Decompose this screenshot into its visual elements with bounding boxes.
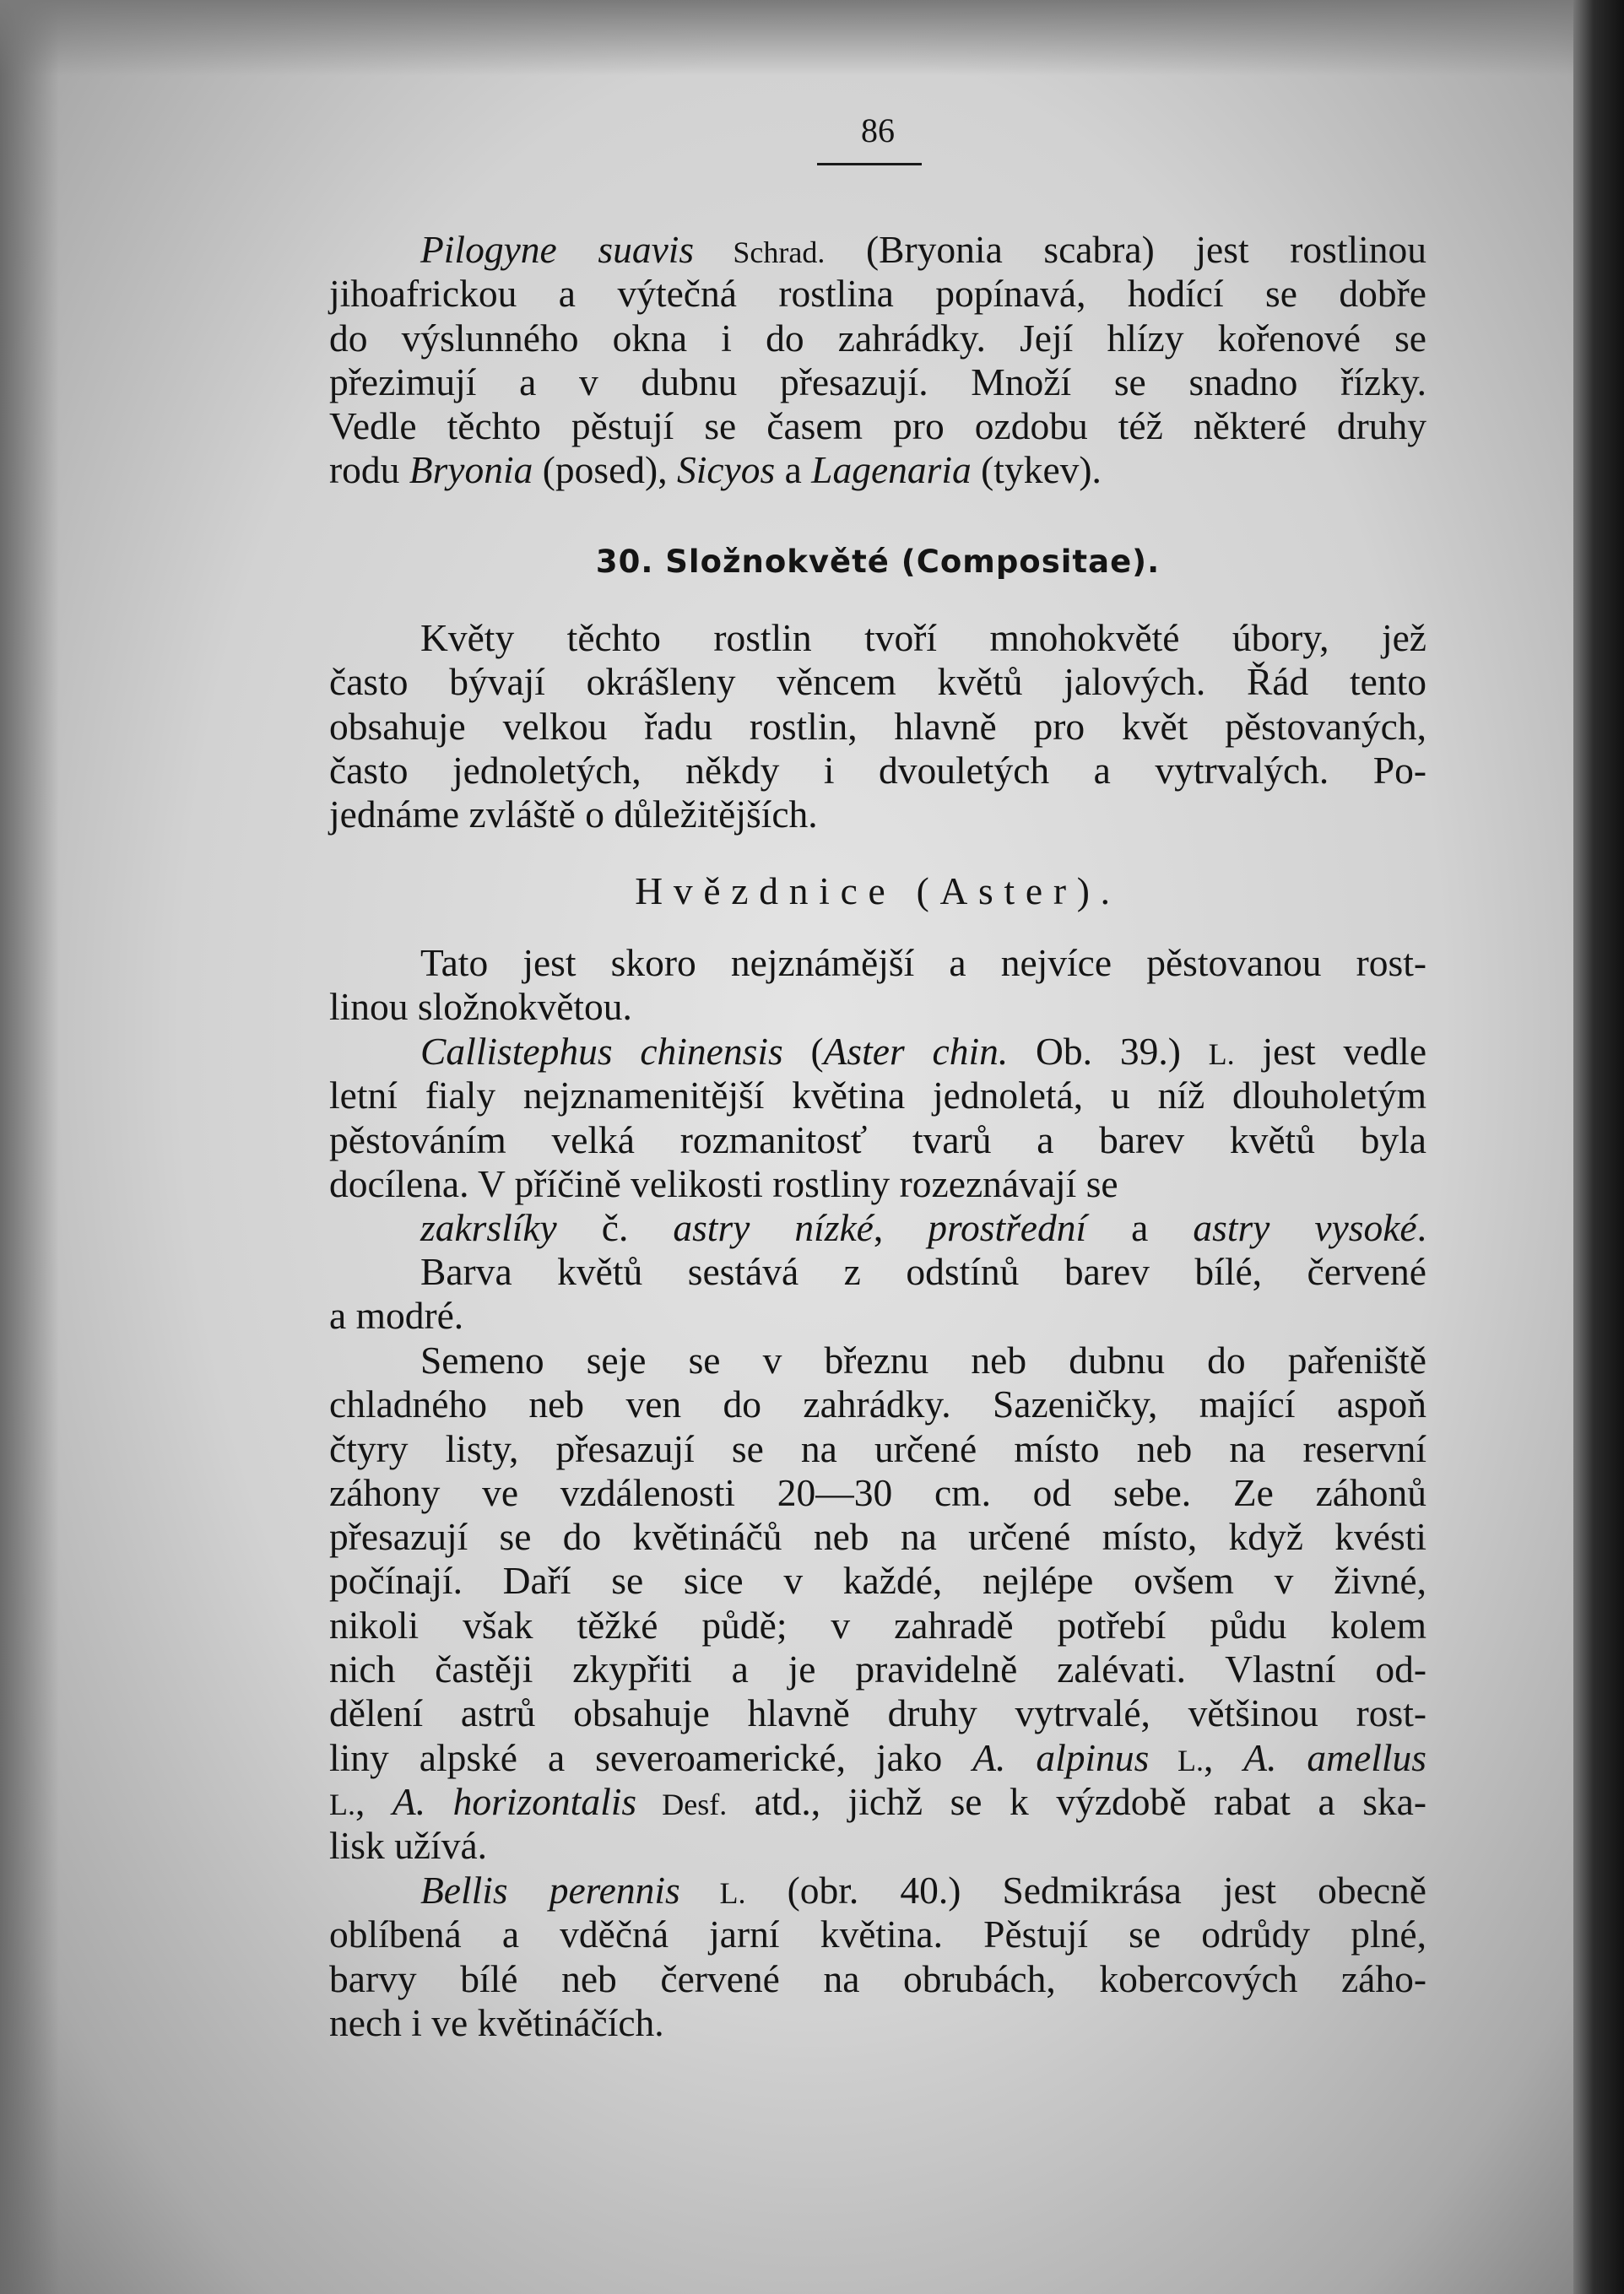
text-line: často jednoletých, někdy i dvouletých a vytrvalých. Po- bbox=[329, 748, 1426, 792]
text-line: jihoafrickou a výtečná rostlina popínavá, hodící se dobře bbox=[329, 272, 1426, 316]
text-line: nikoli však těžké půdě; v zahradě potřebí půdu kolem bbox=[329, 1603, 1426, 1647]
text-line: Květy těchto rostlin tvoří mnohokvěté úbory, jež bbox=[420, 616, 1426, 659]
text-line: Bellis perennis L. (obr. 40.) Sedmikrása jest obecně bbox=[420, 1869, 1426, 1912]
text-line: barvy bílé neb červené na obrubách, kobercových záho- bbox=[329, 1956, 1426, 2000]
text-line: záhony ve vzdálenosti 20—30 cm. od sebe. Ze záhonů bbox=[329, 1470, 1426, 1514]
text-line: nech i ve květináčích. bbox=[329, 2000, 664, 2044]
paragraph-compositae-intro bbox=[329, 616, 1426, 836]
text-line: Vedle těchto pěstují se časem pro ozdobu též některé druhy bbox=[329, 404, 1426, 448]
text-line: Semeno seje se v březnu neb dubnu do pařeniště bbox=[420, 1339, 1426, 1382]
section-heading-text: 30. Složnokvěté (Compositae). bbox=[595, 544, 1161, 580]
left-scan-shadow bbox=[0, 0, 59, 2294]
text-line: jednáme zvláště o důležitějších. bbox=[329, 793, 818, 836]
text-line: Callistephus chinensis (Aster chin. Ob. 39.) L. jest vedle bbox=[420, 1030, 1427, 1073]
text-line: do výslunného okna i do zahrádky. Její hlízy kořenové se bbox=[329, 316, 1426, 360]
page-number: 86 bbox=[861, 111, 895, 149]
paragraph-pilogyne bbox=[329, 228, 1426, 493]
paragraph-aster-intro bbox=[329, 941, 1426, 1030]
paragraph-bellis bbox=[329, 1869, 1426, 2045]
paragraph-semeno bbox=[329, 1339, 1426, 1869]
paragraph-callistephus bbox=[329, 1030, 1426, 1250]
text-line: oblíbená a vděčná jarní květina. Pěstují se odrůdy plné, bbox=[329, 1913, 1426, 1956]
text-line: L., A. horizontalis Desf. atd., jichž se k výzdobě rabat a ska- bbox=[329, 1779, 1427, 1823]
text-line: počínají. Daří se sice v každé, nejlépe ovšem v živné, bbox=[329, 1559, 1426, 1603]
text-line: linou složnokvětou. bbox=[329, 985, 632, 1029]
text-line: chladného neb ven do zahrádky. Sazeničky, mající aspoň bbox=[329, 1382, 1426, 1426]
text-line: často bývají okrášleny věncem květů jalových. Řád tento bbox=[329, 660, 1426, 704]
text-line: Tato jest skoro nejznámější a nejvíce pěstovanou rost- bbox=[420, 941, 1426, 984]
text-line: dělení astrů obsahuje hlavně druhy vytrvalé, většinou rost- bbox=[329, 1691, 1426, 1735]
page-number-rule bbox=[817, 163, 922, 165]
top-scan-shadow bbox=[0, 0, 1624, 76]
text-line: přesazují se do květináčů neb na určené místo, když kvésti bbox=[329, 1515, 1426, 1559]
text-line: docílena. V příčině velikosti rostliny rozeznávají se bbox=[329, 1161, 1118, 1205]
text-line: obsahuje velkou řadu rostlin, hlavně pro květ pěstovaných, bbox=[329, 704, 1426, 748]
subheading bbox=[329, 869, 1426, 913]
book-spine-edge bbox=[1573, 0, 1624, 2294]
text-line: zakrslíky č. astry nízké, prostřední a astry vysoké. bbox=[420, 1206, 1426, 1250]
section-heading bbox=[329, 540, 1426, 584]
paragraph-barva bbox=[329, 1250, 1426, 1339]
text-line: liny alpské a severoamerické, jako A. alpinus L., A. amellus bbox=[329, 1735, 1426, 1779]
text-line: a modré. bbox=[329, 1294, 464, 1338]
text-line: pěstováním velká rozmanitosť tvarů a barev květů byla bbox=[329, 1117, 1426, 1161]
text-line: nich častěji zkypřiti a je pravidelně zalévati. Vlastní od- bbox=[329, 1647, 1426, 1691]
text-line: letní fialy nejznamenitější květina jednoletá, u níž dlouholetým bbox=[329, 1074, 1426, 1117]
text-line: lisk užívá. bbox=[329, 1824, 488, 1868]
text-line: rodu Bryonia (posed), Sicyos a Lagenaria (tykev). bbox=[329, 448, 1102, 492]
text-line: Pilogyne suavis Schrad. (Bryonia scabra) jest rostlinou bbox=[420, 228, 1427, 271]
text-line: čtyry listy, přesazují se na určené místo neb na reservní bbox=[329, 1426, 1426, 1470]
text-line: přezimují a v dubnu přesazují. Množí se snadno řízky. bbox=[329, 360, 1426, 403]
subheading-text: Hvězdnice (Aster). bbox=[635, 869, 1121, 912]
text-line: Barva květů sestává z odstínů barev bílé, červené bbox=[420, 1250, 1426, 1293]
